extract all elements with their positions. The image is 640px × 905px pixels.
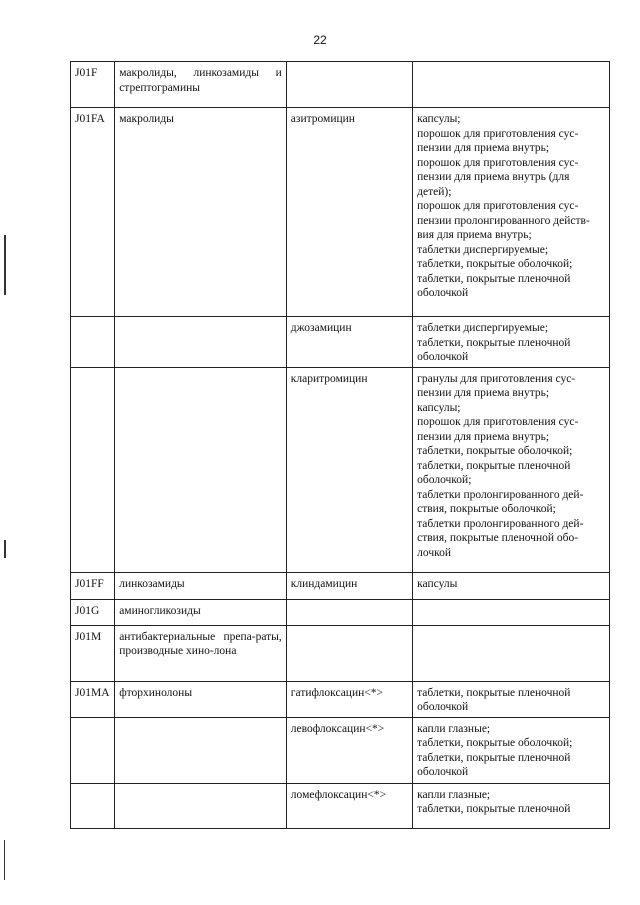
dosage-form-line: оболочкой xyxy=(417,351,469,363)
table-row xyxy=(71,62,610,108)
group-name-cell: линкозамиды xyxy=(115,572,287,599)
dosage-form-line: таблетки диспергируемые; xyxy=(417,243,549,256)
drug-name-cell xyxy=(286,625,412,681)
dosage-forms-cell xyxy=(413,783,610,828)
table-row xyxy=(71,367,610,572)
dosage-form-line: гранулы для приготовления сус- xyxy=(417,372,576,385)
group-name-cell: аминогликозиды xyxy=(115,599,287,625)
atc-code-cell: J01F xyxy=(71,62,115,108)
atc-code-cell xyxy=(71,783,115,828)
dosage-form-line: детей); xyxy=(417,185,452,198)
group-name-cell: антибактериальные препа-раты, производные хино-лона xyxy=(115,625,287,681)
table-row xyxy=(71,317,610,368)
page-number: 22 xyxy=(313,33,327,47)
atc-code-cell: J01MA xyxy=(71,681,115,717)
dosage-form-line: порошок для приготовления сус- xyxy=(417,416,579,428)
group-name-cell xyxy=(115,367,287,572)
atc-code-cell xyxy=(71,717,115,783)
dosage-form-line: таблетки, покрытые оболочкой; xyxy=(417,445,573,457)
dosage-forms-cell xyxy=(413,572,610,599)
group-name-cell: макролиды, линкозамиды и стрептограмины xyxy=(115,62,287,108)
dosage-form-line: капсулы; xyxy=(417,113,461,125)
table-row xyxy=(71,599,610,625)
drug-name-cell: левофлоксацин<*> xyxy=(286,717,412,783)
dosage-forms-cell xyxy=(413,599,610,625)
dosage-form-line: пензии пролонгированного действ- xyxy=(417,214,590,227)
atc-code-cell xyxy=(71,317,115,368)
dosage-form-line: оболочкой; xyxy=(417,474,472,486)
drug-list-table xyxy=(70,61,610,829)
dosage-form-line: капсулы xyxy=(417,577,458,590)
dosage-form-line: таблетки, покрытые пленочной xyxy=(417,459,571,472)
atc-code-cell: J01FA xyxy=(71,108,115,317)
scan-artifact xyxy=(4,840,5,880)
dosage-form-line: ствия, покрытые пленочной обо- xyxy=(417,532,579,544)
dosage-form-line: таблетки пролонгированного дей- xyxy=(417,488,584,501)
atc-code-cell: J01M xyxy=(71,625,115,681)
drug-name-cell: джозамицин xyxy=(286,317,412,368)
dosage-form-line: пензии для приема внутрь (для xyxy=(417,171,570,183)
atc-code-cell: J01G xyxy=(71,599,115,625)
drug-name-cell: азитромицин xyxy=(286,108,412,317)
table-row xyxy=(71,783,610,828)
dosage-form-line: пензии для приема внутрь; xyxy=(417,430,550,443)
drug-name-cell xyxy=(286,599,412,625)
dosage-form-line: таблетки, покрытые оболочкой; xyxy=(417,737,573,749)
dosage-form-line: оболочкой xyxy=(417,287,469,299)
atc-code-cell: J01FF xyxy=(71,572,115,599)
dosage-form-line: таблетки, покрытые оболочкой; xyxy=(417,258,573,270)
table-row xyxy=(71,681,610,717)
drug-name-cell: кларитромицин xyxy=(286,367,412,572)
dosage-forms-cell xyxy=(413,717,610,783)
dosage-form-line: порошок для приготовления сус- xyxy=(417,156,579,169)
group-name-cell xyxy=(115,783,287,828)
dosage-form-line: таблетки, покрытые пленочной xyxy=(417,272,571,285)
group-name-cell xyxy=(115,317,287,368)
drug-name-cell: ломефлоксацин<*> xyxy=(286,783,412,828)
dosage-forms-cell xyxy=(413,317,610,368)
dosage-form-line: ствия, покрытые оболочкой; xyxy=(417,503,556,515)
dosage-form-line: таблетки, покрытые пленочной xyxy=(417,803,571,815)
dosage-form-line: таблетки пролонгированного дей- xyxy=(417,517,584,530)
dosage-form-line: таблетки, покрытые пленочной xyxy=(417,686,571,699)
dosage-form-line: порошок для приготовления сус- xyxy=(417,200,579,212)
group-name-cell: фторхинолоны xyxy=(115,681,287,717)
dosage-form-line: капли глазные; xyxy=(417,788,491,801)
dosage-form-line: порошок для приготовления сус- xyxy=(417,127,579,140)
dosage-form-line: капсулы; xyxy=(417,401,461,414)
drug-name-cell: гатифлоксацин<*> xyxy=(286,681,412,717)
dosage-form-line: капли глазные; xyxy=(417,722,491,735)
dosage-form-line: оболочкой xyxy=(417,701,469,713)
dosage-form-line: таблетки, покрытые пленочной xyxy=(417,751,571,764)
group-name-cell: макролиды xyxy=(115,108,287,317)
table-row xyxy=(71,108,610,317)
drug-name-cell xyxy=(286,62,412,108)
dosage-form-line: пензии для приема внутрь; xyxy=(417,142,550,154)
table-row xyxy=(71,572,610,599)
scan-artifact xyxy=(4,540,6,558)
dosage-forms-cell xyxy=(413,367,610,572)
dosage-forms-cell xyxy=(413,681,610,717)
drug-name-cell: клиндамицин xyxy=(286,572,412,599)
atc-code-cell xyxy=(71,367,115,572)
dosage-forms-cell xyxy=(413,62,610,108)
dosage-form-line: лочкой xyxy=(417,546,452,559)
dosage-forms-cell xyxy=(413,108,610,317)
dosage-form-line: таблетки, покрытые пленочной xyxy=(417,336,571,349)
scan-artifact xyxy=(4,235,6,295)
table-row xyxy=(71,625,610,681)
dosage-form-line: пензии для приема внутрь; xyxy=(417,387,550,399)
dosage-form-line: вия для приема внутрь; xyxy=(417,229,532,241)
dosage-form-line: оболочкой xyxy=(417,766,469,778)
table-row xyxy=(71,717,610,783)
group-name-cell xyxy=(115,717,287,783)
dosage-form-line: таблетки диспергируемые; xyxy=(417,322,549,334)
dosage-forms-cell xyxy=(413,625,610,681)
